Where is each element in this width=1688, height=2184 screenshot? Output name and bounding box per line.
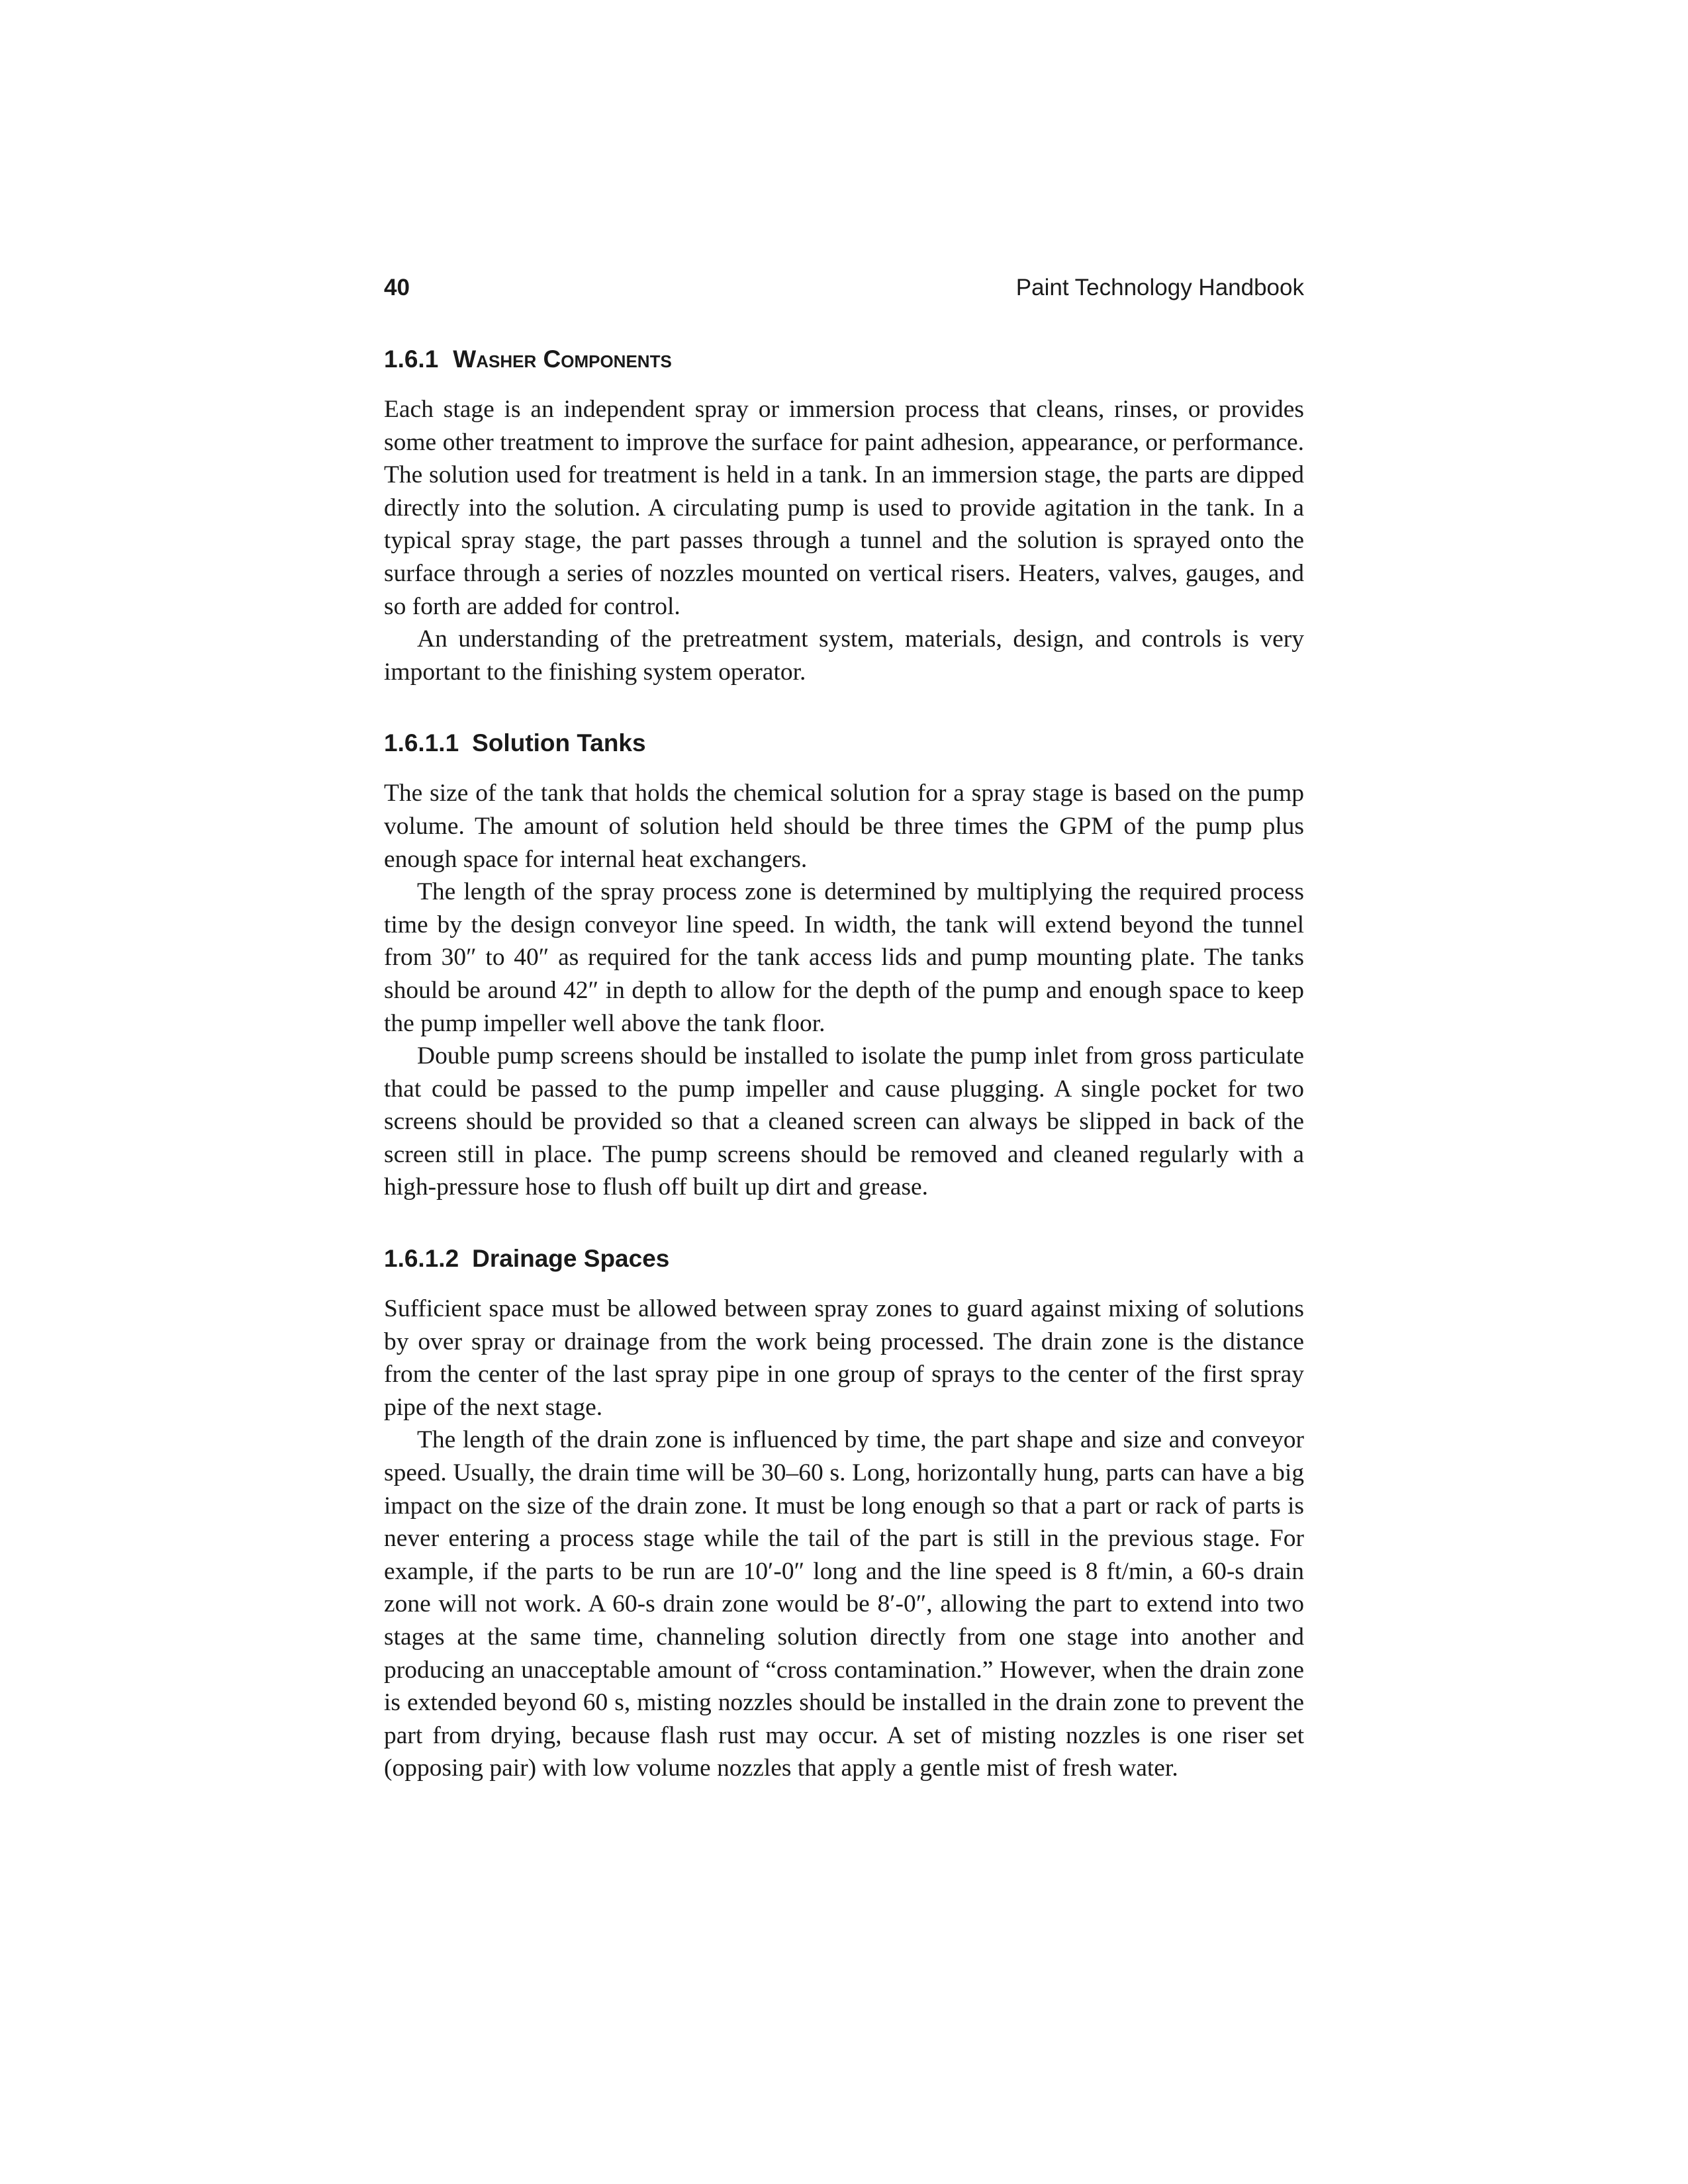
section-number: 1.6.1 [384,345,439,373]
subsection-heading-drainage-spaces [384,1245,1304,1273]
paragraph: Double pump screens should be installed to isolate the pump inlet from gross particulate that could be passed to the pump impeller and cause plugging. A single pocket for two screens should be provided so that a cleaned screen can always be slipped in back of the screen still in place. The pump screens should be removed and cleaned regularly with a high-pressure hose to flush off built up dirt and grease. [384,1042,1304,1201]
subsection-title: Solution Tanks [472,729,646,757]
paragraph: Sufficient space must be allowed between spray zones to guard against mixing of solutions by over spray or drainage from the work being processed. The drain zone is the distance from the center of the last spray pipe in one group of sprays to the center of the first spray pipe of the next stage. [384,1295,1304,1421]
section-title: Washer Components [453,345,672,373]
running-head [384,275,1304,316]
paragraph: Each stage is an independent spray or immersion process that cleans, rinses, or provides some other treatment to improve the surface for paint adhesion, appearance, or performance. The solution used for treatment is held in a tank. In an immersion stage, the parts are dipped directly into the solution. A circulating pump is used to provide agitation in the tank. In a typical spray stage, the part passes through a tunnel and the solution is sprayed onto the surface through a series of nozzles mounted on vertical risers. Heaters, valves, gauges, and so forth are added for control. [384,396,1304,620]
book-title: Paint Technology Handbook [1015,275,1304,300]
subsection-title: Drainage Spaces [472,1245,670,1273]
paragraph: The size of the tank that holds the chemical solution for a spray stage is based on the pump volume. The amount of solution held should be three times the GPM of the pump plus enough space for internal heat exchangers. [384,780,1304,873]
section-heading [384,345,1304,373]
book-page [384,275,1304,1785]
subsection-number: 1.6.1.1 [384,729,459,757]
subsection-heading-solution-tanks [384,729,1304,757]
page-number: 40 [384,275,410,300]
paragraph: The length of the spray process zone is determined by multiplying the required process time by the design conveyor line speed. In width, the tank will extend beyond the tunnel from 30″ to 40″ as required for the tank access lids and pump mounting plate. The tanks should be around 42″ in depth to allow for the depth of the pump and enough space to keep the pump impeller well above the tank floor. [384,878,1304,1037]
subsection-number: 1.6.1.2 [384,1245,459,1273]
paragraph: An understanding of the pretreatment system, materials, design, and controls is very important to the finishing system operator. [384,625,1304,686]
paragraph: The length of the drain zone is influenced by time, the part shape and size and conveyor speed. Usually, the drain time will be 30–60 s. Long, horizontally hung, parts can have a big impact on the size of the drain zone. It must be long enough so that a part or rack of parts is never entering a process stage while the tail of the part is still in the previous stage. For example, if the parts to be run are 10′-0″ long and the line speed is 8 ft/min, a 60-s drain zone will not work. A 60-s drain zone would be 8′-0″, allowing the part to extend into two stages at the same time, channeling solution directly from one stage into another and producing an unacceptable amount of “cross contamination.” However, when the drain zone is extended beyond 60 s, misting nozzles should be installed in the drain zone to prevent the part from drying, because flash rust may occur. A set of misting nozzles is one riser set (opposing pair) with low volume nozzles that apply a gentle mist of fresh water. [384,1426,1304,1782]
